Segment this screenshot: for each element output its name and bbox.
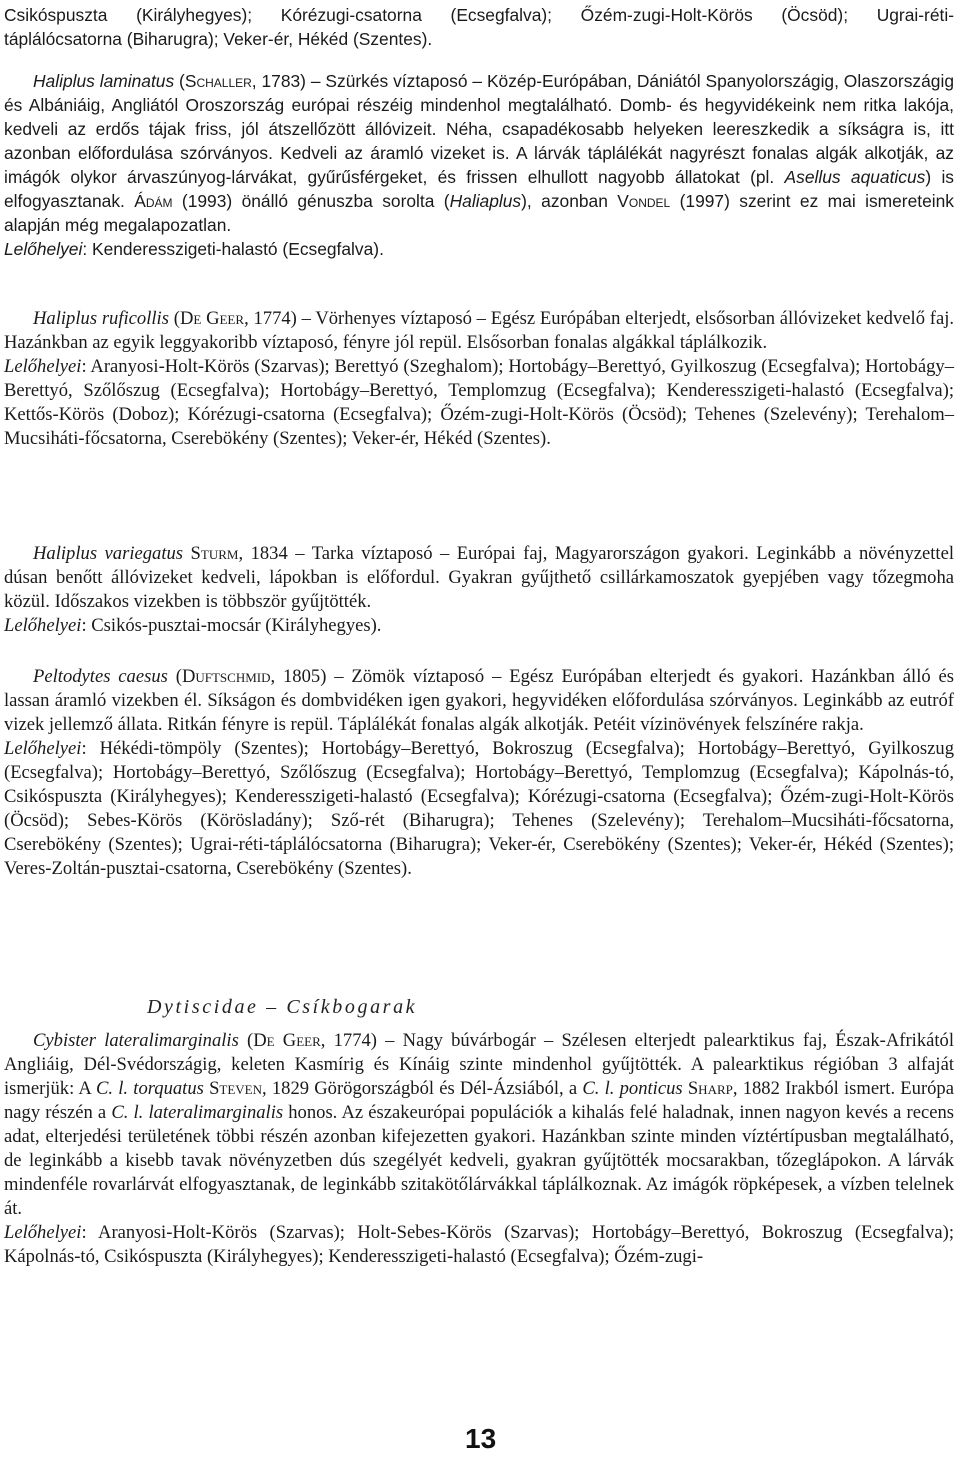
locality-label: Lelőhelyei xyxy=(4,738,82,759)
locality-list: : Csikós-pusztai-mocsár (Királyhegyes). xyxy=(81,615,382,636)
species-entry-peltodytes: Peltodytes caesus (Duftschmid, 1805) – Zömök víztaposó – Egész Európában elterjedt és gyakori. Hazánkban álló és lassan áramló vizekben él. Síkságon és dombvidéken igen gyakori, hegyvidéken előfordulása szórványos. Leginkább az eutróf vizek jellemző állata. Ritkán fényre is repül. Táplálékát fonalas algák alkotják. Petéit vízinövények felszínére rakja. Lelőhelyei: Hékédi-tömpöly (Szentes); Hortobágy–Berettyó, Bokroszug (Ecsegfalva); Hortobágy–Berettyó, Gyilkoszug (Ecsegfalva); Hortobágy–Berettyó, Szőlőszug (Ecsegfalva); Hortobágy–Berettyó, Templomzug (Ecsegfalva); Kápolnás-tó, Csikóspuszta (Királyhegyes); Kenderesszigeti-halastó (Ecsegfalva); Kórézugi-csatorna (Ecsegfalva); Őzém-zugi-Holt-Körös (Öcsöd); Sebes-Körös (Körösladány); Sző-rét (Biharugra); Tehenes (Szelevény); Terehalom–Mucsiháti-főcsatorna, Cserebökény (Szentes); Ugrai-réti-táplálócsatorna (Biharugra); Veker-ér, Cserebökény (Szentes); Veker-ér, Hékéd (Szentes); Veres-Zoltán-pusztai-csatorna, Cserebökény (Szentes). xyxy=(4,666,955,879)
species-name: Cybister lateralimarginalis xyxy=(33,1030,239,1051)
species-description: Egész Európában elterjedt, elsősorban állóvizeket kedvelő faj. Hazánkban az egyik leggyakoribb víztaposó, fényre jól repül. Elsősorban fonalas algákkal táplálkozik. xyxy=(4,308,955,353)
species-name: Haliplus laminatus xyxy=(33,71,175,91)
locality-label: Lelőhelyei xyxy=(4,239,83,259)
species-author: De Geer xyxy=(253,1030,321,1051)
top-continuation xyxy=(4,3,954,51)
species-entry-laminatus: Haliplus laminatus (Schaller, 1783) – Szürkés víztaposó – Közép-Európában, Dániától Spanyolországig, Olaszországig és Albániáig, Angliától Oroszország európai részéig mindenhol megtalálható. Domb- és hegyvidékeink nem ritka lakója, kedveli az erdős tájak friss, jól átszellőzött állóvizeit. Néha, csapadékosabb helyeken leereszkedik a síkságra is, itt azonban előfordulása szórványos. Kedveli az áramló vizeket is. A lárvák táplálékát nagyrészt fonalas algák alkotják, az imágók olykor árvaszúnyog-lárvákat, gyűrűsférgeket, és frissen elhullott nagyobb állatokat (pl. Asellus aquaticus) is elfogyasztanak. Ádám (1993) önálló génuszba sorolta (Haliaplus), azonban Vondel (1997) szerint ez mai ismereteink alapján még megalapozatlan. Lelőhelyei: Kenderesszigeti-halastó (Ecsegfalva). xyxy=(4,71,955,259)
species-author: Schaller xyxy=(184,71,252,91)
species-author: Sturm xyxy=(190,543,239,564)
species-description: Egész Európában elterjedt és gyakori. Hazánkban álló és lassan áramló vizekben él. Síkságon és dombvidéken igen gyakori, hegyvidéken előfordulása szórványos. Leginkább az eutróf vizek jellemző állata. Ritkán fényre is repül. Táplálékát fonalas algák alkotják. Petéit vízinövények felszínére rakja. xyxy=(4,666,955,735)
species-name: Haliplus variegatus xyxy=(33,543,184,564)
species-entry-cybister: Cybister lateralimarginalis (De Geer, 1774) – Nagy búvárbogár – Szélesen elterjedt palearktikus faj, Észak-Afrikától Angliáig, Dél-Svédországig, keleten Kasmírig és Kínáig szinte mindenhol gyűjtötték. A palearktikus régióban 3 alfaját ismerjük: A C. l. torquatus Steven, 1829 Görögországból és Dél-Ázsiából, a C. l. ponticus Sharp, 1882 Irakból ismert. Európa nagy részén a C. l. lateralimarginalis honos. Az északeurópai populációk a kihalás felé haladnak, innen nagyon kevés a recens adat, elterjedési területének többi részén azonban kifejezetten gyakori. Hazánkban szinte minden víztértípusban megtalálható, de leginkább a kisebb tavak növényzetben dús szegélyét kedveli, gyakran gyűjtötték mocsarakban, tőzeglápokon. A lárvák mindenféle rovarlárvát elfogyasztanak, de leginkább szitakötőlárvákkal táplálkoznak. Az imágók röpképesek, a vízben telelnek át. Lelőhelyei: Aranyosi-Holt-Körös (Szarvas); Holt-Sebes-Körös (Szarvas); Hortobágy–Berettyó, Bokroszug (Ecsegfalva); Kápolnás-tó, Csikóspuszta (Királyhegyes); Kenderesszigeti-halastó (Ecsegfalva); Őzém-zugi- xyxy=(4,1030,955,1267)
page-number: 13 xyxy=(465,1423,497,1454)
common-name: – Szürkés víztaposó – xyxy=(310,71,487,91)
species-author: Duftschmid xyxy=(181,666,271,687)
locality-list: : Aranyosi-Holt-Körös (Szarvas); Holt-Sebes-Körös (Szarvas); Hortobágy–Berettyó, Bokroszug (Ecsegfalva); Kápolnás-tó, Csikóspuszta (Királyhegyes); Kenderesszigeti-halastó (Ecsegfalva); Őzém-zugi- xyxy=(4,1222,954,1267)
species-description: Szélesen elterjedt palearktikus faj, Észak-Afrikától Angliáig, Dél-Svédországig, keleten Kasmírig és Kínáig szinte mindenhol gyűjtötték. A palearktikus régióban 3 alfaját ismerjük: A xyxy=(4,1030,955,1099)
species-author: De Geer xyxy=(179,308,245,329)
text-line: Csikóspuszta (Királyhegyes); Kórézugi-csatorna (Ecsegfalva); Őzém-zugi-Holt-Körös (Öcsöd); Ugrai-réti- xyxy=(4,5,954,25)
section-heading: Dytiscidae – Csíkbogarak xyxy=(147,996,418,1018)
species-entry-ruficollis: Haliplus ruficollis (De Geer, 1774) – Vörhenyes víztaposó – Egész Európában elterjedt, elsősorban állóvizeket kedvelő faj. Hazánkban az egyik leggyakoribb víztaposó, fényre jól repül. Elsősorban fonalas algákkal táplálkozik. Lelőhelyei: Aranyosi-Holt-Körös (Szarvas); Berettyó (Szeghalom); Hortobágy–Berettyó, Gyilkoszug (Ecsegfalva); Hortobágy–Berettyó, Szőlőszug (Ecsegfalva); Hortobágy–Berettyó, Templomzug (Ecsegfalva); Kenderesszigeti-halastó (Ecsegfalva); Kettős-Körös (Doboz); Kórézugi-csatorna (Ecsegfalva); Őzém-zugi-Holt-Körös (Öcsöd); Tehenes (Szelevény); Terehalom–Mucsiháti-főcsatorna, Cserebökény (Szentes); Veker-ér, Hékéd (Szentes). xyxy=(4,308,955,449)
locality-list: : Aranyosi-Holt-Körös (Szarvas); Berettyó (Szeghalom); Hortobágy–Berettyó, Gyilkoszug (Ecsegfalva); Hortobágy–Berettyó, Szőlőszug (Ecsegfalva); Hortobágy–Berettyó, Templomzug (Ecsegfalva); Kenderesszigeti-halastó (Ecsegfalva); Kettős-Körös (Doboz); Kórézugi-csatorna (Ecsegfalva); Őzém-zugi-Holt-Körös (Öcsöd); Tehenes (Szelevény); Terehalom–Mucsiháti-főcsatorna, Cserebökény (Szentes); Veker-ér, Hékéd (Szentes). xyxy=(4,356,954,449)
text-line: táplálócsatorna (Biharugra); Veker-ér, Hékéd (Szentes). xyxy=(4,29,433,49)
locality-label: Lelőhelyei xyxy=(4,356,82,377)
species-name: Peltodytes caesus xyxy=(33,666,168,687)
locality-list: : Hékédi-tömpöly (Szentes); Hortobágy–Berettyó, Bokroszug (Ecsegfalva); Hortobágy–Berettyó, Gyilkoszug (Ecsegfalva); Hortobágy–Berettyó, Szőlőszug (Ecsegfalva); Hortobágy–Berettyó, Templomzug (Ecsegfalva); Kápolnás-tó, Csikóspuszta (Királyhegyes); Kenderesszigeti-halastó (Ecsegfalva); Kórézugi-csatorna (Ecsegfalva); Őzém-zugi-Holt-Körös (Öcsöd); Sebes-Körös (Körösladány); Sző-rét (Biharugra); Tehenes (Szelevény); Terehalom–Mucsiháti-főcsatorna, Cserebökény (Szentes); Ugrai-réti-táplálócsatorna (Biharugra); Veker-ér, Cserebökény (Szentes); Veker-ér, Hékéd (Szentes); Veres-Zoltán-pusztai-csatorna, Cserebökény (Szentes). xyxy=(4,738,954,879)
locality-label: Lelőhelyei xyxy=(4,1222,82,1243)
species-description: Közép-Európában, Dániától Spanyolországig, Olaszországig és Albániáig, Angliától Oroszország európai részéig mindenhol megtalálható. Domb- és hegyvidékeink nem ritka lakója, kedveli az erdős tájak friss, jól átszellőzött állóvizeit. Néha, csapadékosabb helyeken leereszkedik a síkságra is, itt azonban előfordulása szórványos. Kedveli az áramló vizeket is. A lárvák táplálékát nagyrészt fonalas algák alkotják, az imágók olykor árvaszúnyog-lárvákat, gyűrűsférgeket, és frissen elhullott nagyobb állatokat (pl. xyxy=(4,71,954,187)
locality-label: Lelőhelyei xyxy=(4,615,82,636)
locality-list: : Kenderesszigeti-halastó (Ecsegfalva). xyxy=(82,239,384,259)
species-entry-variegatus: Haliplus variegatus Sturm, 1834 – Tarka víztaposó – Európai faj, Magyarországon gyakori. Leginkább a növényzettel dúsan benőtt állóvizeket kedveli, lápokban is előfordul. Gyakran gyűjthető csillárkamoszatok gyepjében vagy tőzegmoha közül. Időszakos vizekben is többször gyűjtötték. Lelőhelyei: Csikós-pusztai-mocsár (Királyhegyes). xyxy=(4,543,954,636)
species-description: Európai faj, Magyarországon gyakori. Leginkább a növényzettel dúsan benőtt állóvizeket kedveli, lápokban is előfordul. Gyakran gyűjthető csillárkamoszatok gyepjében vagy tőzegmoha közül. Időszakos vizekben is többször gyűjtötték. xyxy=(4,543,954,612)
species-name: Haliplus ruficollis xyxy=(33,308,169,329)
